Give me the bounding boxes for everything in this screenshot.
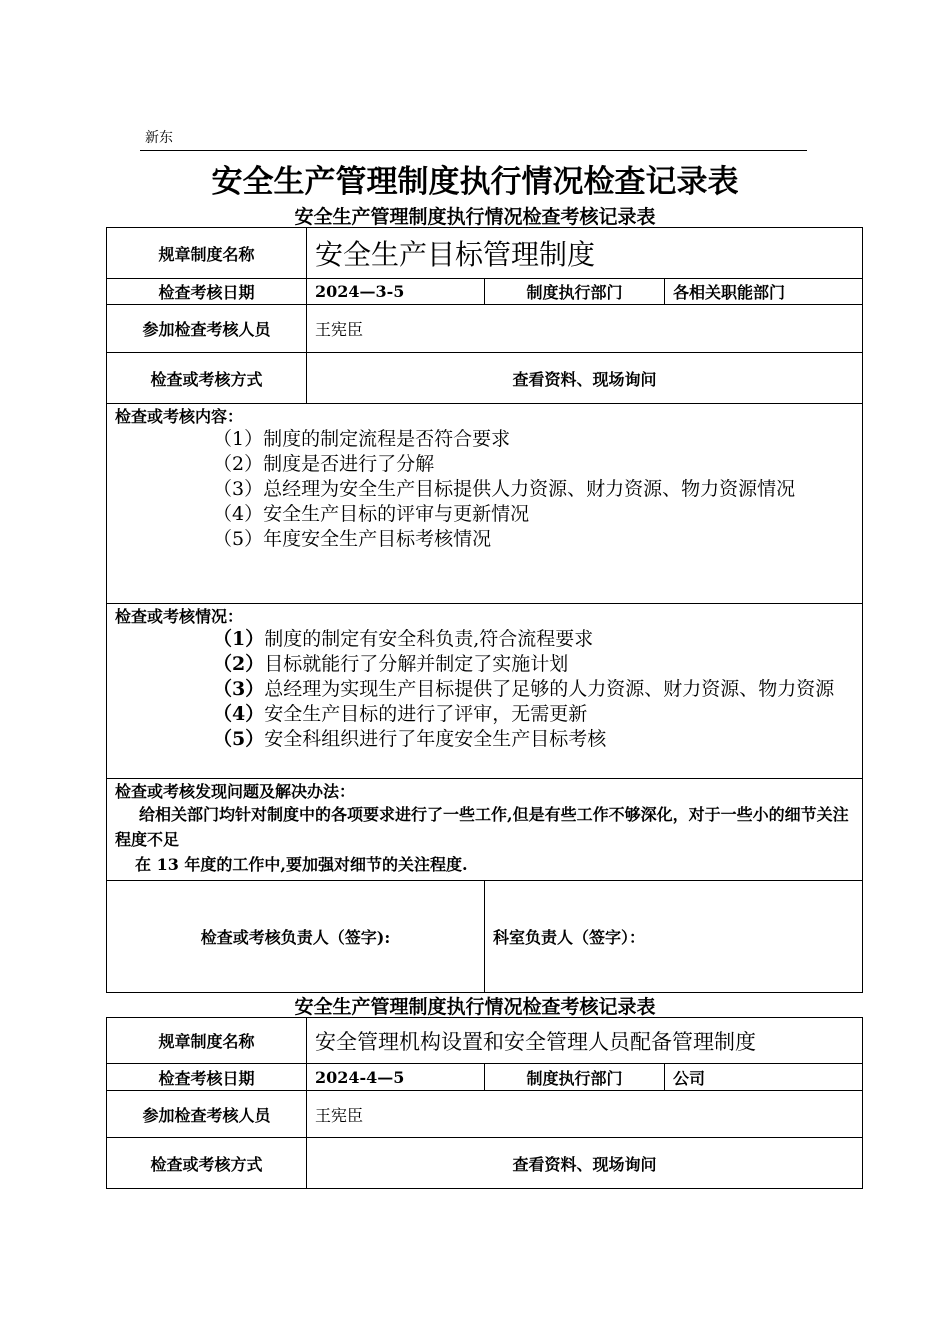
method-value: 查看资料、现场询问: [307, 353, 863, 404]
issues-text-1: 给相关部门均针对制度中的各项要求进行了一些工作,但是有些工作不够深化，对于一些小的细节关注程度不足: [115, 805, 849, 849]
check-date-label: 检查考核日期: [107, 1064, 307, 1091]
situation-section: [107, 604, 863, 779]
personnel-label: 参加检查考核人员: [107, 305, 307, 353]
list-item: （2） 目标就能行了分解并制定了实施计划: [213, 653, 569, 675]
check-date-value: 2024—3-5: [307, 279, 485, 305]
method-label: 检查或考核方式: [107, 353, 307, 404]
header-note: 新东: [145, 130, 173, 146]
record2-table: [106, 1017, 863, 1189]
regulation-name-value: 安全生产目标管理制度: [307, 228, 863, 279]
list-item: （3） 总经理为实现生产目标提供了足够的人力资源、财力资源、物力资源: [213, 678, 835, 700]
personnel-value: 王宪臣: [307, 305, 863, 353]
list-item: （5） 年度安全生产目标考核情况: [213, 528, 492, 550]
issues-text-2: 在 13 年度的工作中,要加强对细节的关注程度.: [135, 855, 468, 874]
content-list: [115, 427, 854, 552]
record1-table: [106, 227, 863, 993]
content-title: 检查或考核内容：: [115, 407, 244, 426]
executing-dept-value: 各相关职能部门: [665, 279, 863, 305]
content-section: [107, 404, 863, 604]
list-item: （4） 安全生产目标的评审与更新情况: [213, 503, 530, 525]
personnel-value: 王宪臣: [307, 1091, 863, 1138]
list-item: （4） 安全生产目标的进行了评审，无需更新: [213, 703, 588, 725]
record2-subtitle: 安全生产管理制度执行情况检查考核记录表: [294, 996, 656, 1018]
regulation-name-value: 安全管理机构设置和安全管理人员配备管理制度: [307, 1018, 863, 1064]
situation-title: 检查或考核情况：: [115, 607, 244, 626]
list-item: （1） 制度的制定有安全科负责,符合流程要求: [213, 628, 594, 650]
check-date-value: 2024-4—5: [307, 1064, 485, 1091]
personnel-label: 参加检查考核人员: [107, 1091, 307, 1138]
issues-section: [107, 779, 863, 881]
regulation-name-label: 规章制度名称: [107, 1018, 307, 1064]
sign-right: 科室负责人（签字）：: [485, 881, 863, 993]
issues-title: 检查或考核发现问题及解决办法：: [115, 782, 356, 801]
list-item: （2） 制度是否进行了分解: [213, 453, 435, 475]
executing-dept-label: 制度执行部门: [485, 1064, 665, 1091]
list-item: （5） 安全科组织进行了年度安全生产目标考核: [213, 728, 607, 750]
list-item: （1） 制度的制定流程是否符合要求: [213, 428, 511, 450]
method-label: 检查或考核方式: [107, 1138, 307, 1189]
sign-left: 检查或考核负责人（签字):: [107, 881, 485, 993]
record1-subtitle: 安全生产管理制度执行情况检查考核记录表: [294, 206, 656, 228]
situation-list: [115, 627, 854, 752]
check-date-label: 检查考核日期: [107, 279, 307, 305]
main-title: 安全生产管理制度执行情况检查记录表: [211, 164, 739, 200]
header-rule: [140, 150, 807, 151]
method-value: 查看资料、现场询问: [307, 1138, 863, 1189]
executing-dept-value: 公司: [665, 1064, 863, 1091]
list-item: （3） 总经理为安全生产目标提供人力资源、财力资源、物力资源情况: [213, 478, 796, 500]
executing-dept-label: 制度执行部门: [485, 279, 665, 305]
regulation-name-label: 规章制度名称: [107, 228, 307, 279]
